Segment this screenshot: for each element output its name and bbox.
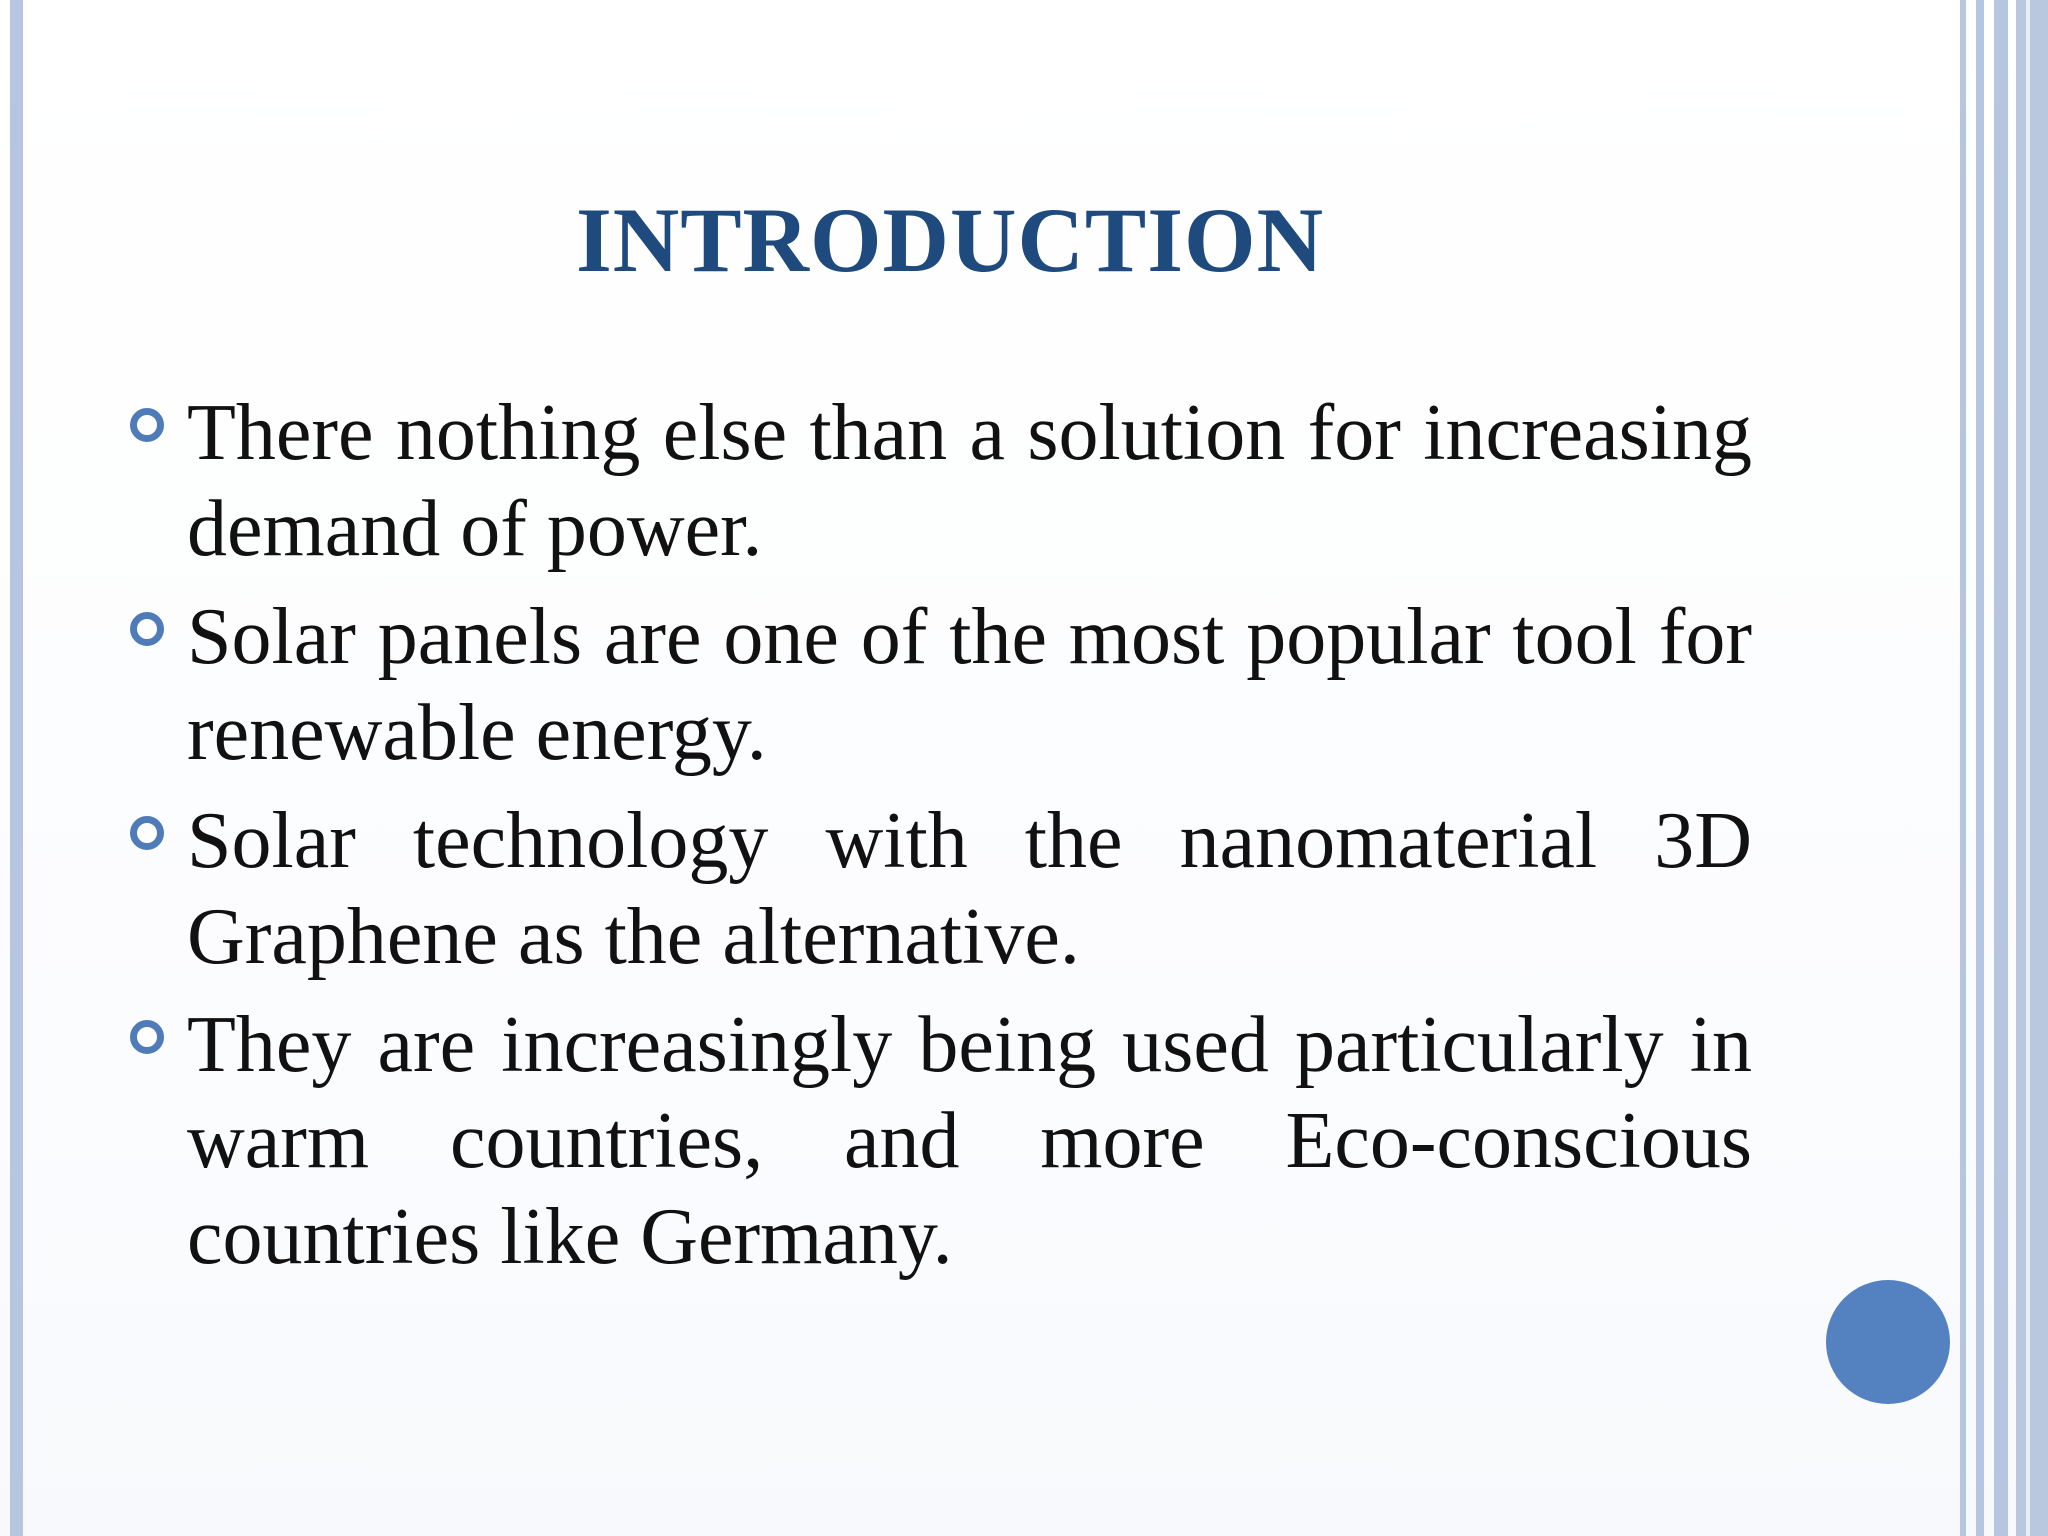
ring-bullet-icon — [130, 408, 164, 442]
bullet-item — [130, 589, 1752, 781]
bullet-text: They are increasingly being used particularly in warm countries, and more Eco-conscious countries like Germany. — [187, 1001, 1752, 1281]
right-border-highlight — [2026, 0, 2030, 1536]
ring-bullet-icon — [130, 612, 164, 646]
right-border-line — [1976, 0, 1984, 1536]
bullet-text: Solar panels are one of the most popular tool for renewable energy. — [187, 593, 1752, 777]
ring-bullet-icon — [130, 816, 164, 850]
bullet-text: There nothing else than a solution for increasing demand of power. — [187, 389, 1752, 573]
slide-title: INTRODUCTION — [575, 189, 1325, 291]
bullet-list — [130, 385, 1752, 1297]
bullet-item — [130, 997, 1752, 1285]
bullet-item — [130, 385, 1752, 577]
right-border-band — [2016, 0, 2048, 1536]
ring-bullet-icon — [130, 1020, 164, 1054]
right-border-line — [1994, 0, 2008, 1536]
bullet-item — [130, 793, 1752, 985]
bullet-text: Solar technology with the nanomaterial 3D Graphene as the alternative. — [187, 797, 1752, 981]
decorative-circle — [1826, 1280, 1950, 1404]
right-border-line — [1960, 0, 1966, 1536]
